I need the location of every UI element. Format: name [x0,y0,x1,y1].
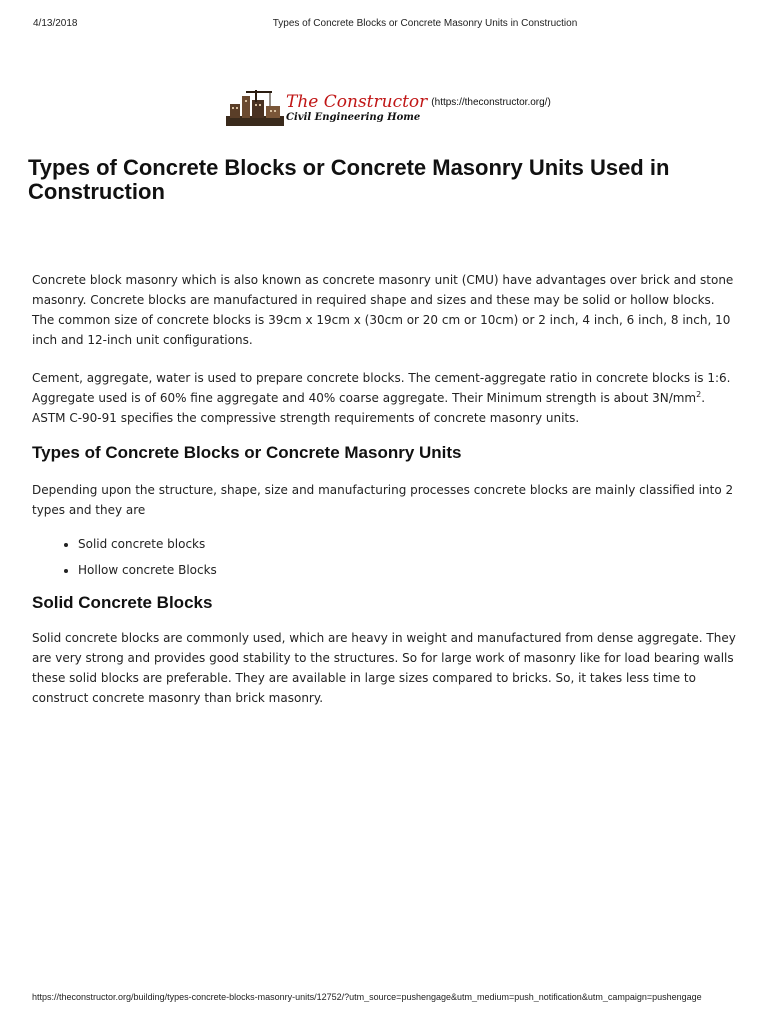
print-header [0,18,768,32]
composition-text: Cement, aggregate, water is used to prepare concrete blocks. The cement-aggregate ratio in concrete blocks is 1:6. Aggregate used is of 60% fine aggregate and 40% coarse aggregate. Their Minimum strength is about 3N/mm [32,371,731,405]
superscript: 2 [696,390,702,399]
types-list [32,534,737,580]
solid-blocks-paragraph: Solid concrete blocks are commonly used, which are heavy in weight and manufactured from dense aggregate. They are very strong and provides good stability to the structures. So for large work of masonry like for load bearing walls these solid blocks are preferable. They are available in large sizes compared to bricks. So, it takes less time to construct concrete masonry than brick masonry. [32,631,736,705]
list-item: • Hollow concrete Blocks [78,560,737,580]
intro-paragraph: Concrete block masonry which is also known as concrete masonry unit (CMU) have advantages over brick and stone masonry. Concrete blocks are manufactured in required shape and sizes and these may be solid or hollow blocks. The common size of concrete blocks is 39cm x 19cm x (30cm or 20 cm or 10cm) or 2 inch, 4 inch, 6 inch, 8 inch, 10 inch and 12-inch unit configurations. [32,273,734,347]
print-title: Types of Concrete Blocks or Concrete Masonry Units in Construction [272,18,578,29]
section-heading-types: Types of Concrete Blocks or Concrete Masonry Units [32,443,462,462]
page-title: Types of Concrete Blocks or Concrete Masonry Units Used in Construction [28,155,670,204]
list-item: • Solid concrete blocks [78,534,737,554]
composition-text-end: . ASTM C-90-91 specifies the compressive strength requirements of concrete masonry units. [32,391,706,425]
types-paragraph: Depending upon the structure, shape, size and manufacturing processes concrete blocks are mainly classified into 2 types and they are [32,483,734,517]
logo-tagline: Civil Engineering Home [286,111,421,123]
composition-paragraph [32,368,737,428]
print-date: 4/13/2018 [33,18,78,29]
logo-url-link[interactable]: (https://theconstructor.org/) [431,96,551,108]
print-footer-url: https://theconstructor.org/building/types-concrete-blocks-masonry-units/12752/?utm_source=pushengage&utm_medium=push_notification&utm_campaign=pushengage [32,992,702,1002]
logo-text [286,91,428,123]
construction-scene-icon [226,90,284,126]
site-logo[interactable] [226,88,551,128]
logo-name: The Constructor [286,91,428,112]
article-body [32,270,737,708]
section-heading-solid: Solid Concrete Blocks [32,593,213,612]
